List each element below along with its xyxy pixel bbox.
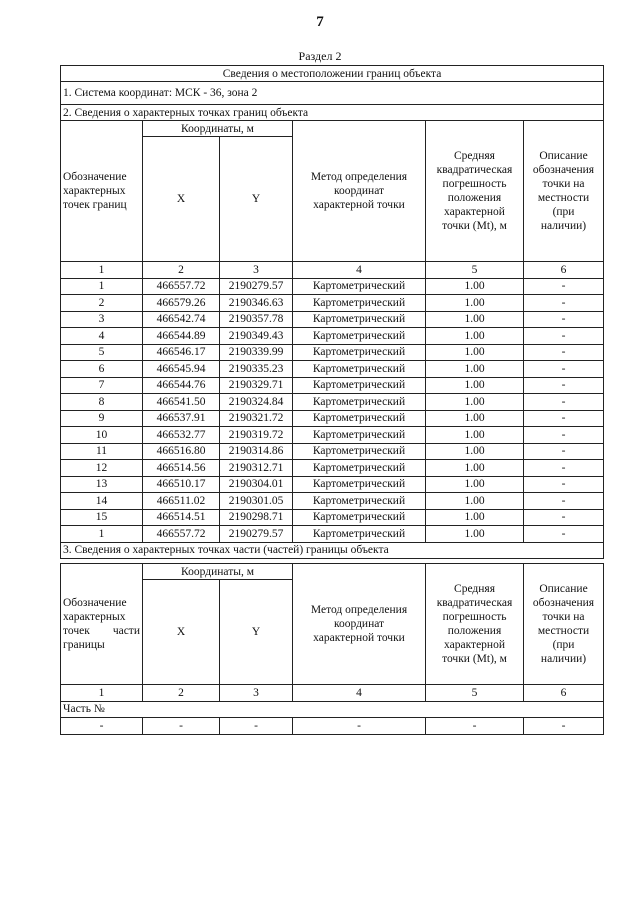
table-cell-y: 2190314.86 [220, 443, 293, 460]
table-cell-x: 466544.76 [143, 377, 220, 394]
table-cell-n: 14 [61, 493, 143, 510]
table-row [61, 394, 604, 411]
subsection-3-title: 3. Сведения о характерных точках части (частей) границы объекта [61, 542, 604, 558]
table-cell-mt: 1.00 [426, 460, 524, 477]
table-cell-mt: 1.00 [426, 526, 524, 543]
header-line: характерной [444, 206, 505, 218]
header-line: характерной точки [313, 632, 405, 644]
part-number-label: Часть № [61, 701, 604, 718]
col-number: 1 [61, 685, 143, 702]
table-cell-n: 3 [61, 311, 143, 328]
header-line: Обозначение [63, 171, 127, 183]
header-line: точки на [542, 611, 585, 623]
table-cell-y: 2190301.05 [220, 493, 293, 510]
header-line: Метод определения [310, 604, 408, 616]
header-line: наличии) [540, 653, 587, 665]
table-cell-x: 466510.17 [143, 476, 220, 493]
header-line: точки на [542, 178, 585, 190]
table-cell-x: 466544.89 [143, 328, 220, 345]
table-cell-desc: - [524, 394, 604, 411]
table-cell: - [220, 718, 293, 735]
part-empty-row [61, 718, 604, 735]
table-cell-method: Картометрический [293, 328, 426, 345]
header-line: (при [552, 206, 575, 218]
description-header [524, 121, 604, 262]
table-row [61, 427, 604, 444]
table-cell-n: 1 [61, 526, 143, 543]
table-cell-method: Картометрический [293, 311, 426, 328]
col-number: 3 [220, 685, 293, 702]
table-cell-y: 2190319.72 [220, 427, 293, 444]
column-numbers-row [61, 262, 604, 279]
table-cell-n: 2 [61, 295, 143, 312]
part-designation-header [61, 564, 143, 685]
header-line: характерной точки [313, 199, 405, 211]
table-cell-y: 2190304.01 [220, 476, 293, 493]
table-row [61, 509, 604, 526]
header-line: обозначения [532, 164, 595, 176]
table-cell-y: 2190298.71 [220, 509, 293, 526]
table-cell-x: 466514.51 [143, 509, 220, 526]
table-row [61, 344, 604, 361]
table-cell-method: Картометрический [293, 377, 426, 394]
table-cell-method: Картометрический [293, 295, 426, 312]
table-cell: - [143, 718, 220, 735]
table-cell-method: Картометрический [293, 344, 426, 361]
part-y-header: Y [220, 580, 293, 685]
header-line: обозначения [532, 597, 595, 609]
header-line: границы [63, 639, 105, 651]
table-cell-n: 11 [61, 443, 143, 460]
table-cell: - [426, 718, 524, 735]
header-line: координат [333, 185, 385, 197]
header-line: Средняя [454, 150, 495, 162]
table-cell-y: 2190329.71 [220, 377, 293, 394]
table-cell: - [61, 718, 143, 735]
table-cell-x: 466546.17 [143, 344, 220, 361]
table-cell-n: 7 [61, 377, 143, 394]
col-number: 5 [426, 685, 524, 702]
table-cell-method: Картометрический [293, 526, 426, 543]
table-title: Сведения о местоположении границ объекта [61, 66, 604, 82]
table-cell-method: Картометрический [293, 278, 426, 295]
table-cell-method: Картометрический [293, 394, 426, 411]
table-cell-n: 12 [61, 460, 143, 477]
col-number: 2 [143, 685, 220, 702]
header-line: положения [447, 625, 502, 637]
header-line: наличии) [540, 220, 587, 232]
table-row [61, 295, 604, 312]
header-line: точек границ [63, 199, 127, 211]
header-line: Обозначение [63, 597, 127, 609]
table-cell-mt: 1.00 [426, 443, 524, 460]
header-line: местности [537, 625, 590, 637]
table-row [61, 278, 604, 295]
x-header: X [143, 137, 220, 262]
table-cell-mt: 1.00 [426, 476, 524, 493]
page-number: 7 [316, 14, 324, 30]
table-cell-desc: - [524, 361, 604, 378]
table-cell-desc: - [524, 328, 604, 345]
header-line: характерной [444, 639, 505, 651]
table-row [61, 443, 604, 460]
table-row [61, 328, 604, 345]
col-number: 6 [524, 262, 604, 279]
table-row [61, 361, 604, 378]
table-cell-mt: 1.00 [426, 328, 524, 345]
table-cell-y: 2190346.63 [220, 295, 293, 312]
table-cell-mt: 1.00 [426, 410, 524, 427]
table-cell-n: 15 [61, 509, 143, 526]
table-cell-y: 2190339.99 [220, 344, 293, 361]
table-cell-y: 2190324.84 [220, 394, 293, 411]
table-cell-desc: - [524, 443, 604, 460]
table-cell-method: Картометрический [293, 443, 426, 460]
table-cell-x: 466557.72 [143, 278, 220, 295]
table-cell-method: Картометрический [293, 427, 426, 444]
header-line: Средняя [454, 583, 495, 595]
table-row [61, 526, 604, 543]
section-label: Раздел 2 [298, 49, 342, 63]
part-x-header: X [143, 580, 220, 685]
table-cell: - [293, 718, 426, 735]
table-cell-method: Картометрический [293, 493, 426, 510]
y-header: Y [220, 137, 293, 262]
part-column-numbers-row [61, 685, 604, 702]
table-cell-y: 2190312.71 [220, 460, 293, 477]
table-cell-n: 8 [61, 394, 143, 411]
table-cell-n: 4 [61, 328, 143, 345]
table-cell-mt: 1.00 [426, 509, 524, 526]
col-number: 5 [426, 262, 524, 279]
part-method-header [293, 564, 426, 685]
table-row [61, 493, 604, 510]
table-cell-x: 466542.74 [143, 311, 220, 328]
table-row [61, 410, 604, 427]
table-cell-n: 1 [61, 278, 143, 295]
table-cell-method: Картометрический [293, 410, 426, 427]
header-line: Описание [539, 583, 588, 595]
method-header [293, 121, 426, 262]
table-cell-x: 466514.56 [143, 460, 220, 477]
table-cell-mt: 1.00 [426, 493, 524, 510]
table-cell-y: 2190321.72 [220, 410, 293, 427]
table-cell-method: Картометрический [293, 476, 426, 493]
table-cell-desc: - [524, 295, 604, 312]
table-row [61, 311, 604, 328]
table-cell-x: 466545.94 [143, 361, 220, 378]
table-cell-desc: - [524, 344, 604, 361]
table-cell-n: 13 [61, 476, 143, 493]
table-cell-y: 2190279.57 [220, 526, 293, 543]
header-line: точки (Mt), м [442, 653, 507, 665]
boundary-points-table [60, 65, 604, 559]
table-cell-y: 2190357.78 [220, 311, 293, 328]
part-description-header [524, 564, 604, 685]
table-cell-desc: - [524, 278, 604, 295]
table-cell-desc: - [524, 410, 604, 427]
designation-header [61, 121, 143, 262]
table-cell-mt: 1.00 [426, 377, 524, 394]
header-line: квадратическая [436, 164, 513, 176]
part-coordinates-header: Координаты, м [143, 564, 293, 580]
table-cell-mt: 1.00 [426, 361, 524, 378]
header-line: точки (Mt), м [442, 220, 507, 232]
header-line: квадратическая [436, 597, 513, 609]
col-number: 4 [293, 262, 426, 279]
table-cell-x: 466532.77 [143, 427, 220, 444]
table-cell-mt: 1.00 [426, 344, 524, 361]
col-number: 1 [61, 262, 143, 279]
header-line: (при [552, 639, 575, 651]
col-number: 6 [524, 685, 604, 702]
table-cell-n: 5 [61, 344, 143, 361]
table-cell-desc: - [524, 377, 604, 394]
table-cell-y: 2190335.23 [220, 361, 293, 378]
table-cell-n: 10 [61, 427, 143, 444]
subsection-2-title: 2. Сведения о характерных точках границ объекта [61, 105, 604, 121]
table-row [61, 377, 604, 394]
table-cell-desc: - [524, 509, 604, 526]
table-cell-x: 466541.50 [143, 394, 220, 411]
coord-system-row: 1. Система координат: МСК - 36, зона 2 [61, 82, 604, 105]
precision-header [426, 121, 524, 262]
table-cell-mt: 1.00 [426, 295, 524, 312]
table-cell-mt: 1.00 [426, 311, 524, 328]
table-cell-mt: 1.00 [426, 427, 524, 444]
table-cell-desc: - [524, 493, 604, 510]
header-line: точек части [63, 625, 140, 637]
table-cell-x: 466557.72 [143, 526, 220, 543]
header-line: характерных [63, 611, 126, 623]
header-line: характерных [63, 185, 126, 197]
table-cell: - [524, 718, 604, 735]
table-cell-desc: - [524, 460, 604, 477]
header-line: местности [537, 192, 590, 204]
table-cell-desc: - [524, 311, 604, 328]
table-row [61, 476, 604, 493]
part-precision-header [426, 564, 524, 685]
table-cell-method: Картометрический [293, 509, 426, 526]
header-line: положения [447, 192, 502, 204]
table-cell-mt: 1.00 [426, 394, 524, 411]
coordinates-header: Координаты, м [143, 121, 293, 137]
table-cell-n: 9 [61, 410, 143, 427]
part-points-table [60, 563, 604, 735]
table-cell-desc: - [524, 427, 604, 444]
header-line: погрешность [442, 178, 507, 190]
col-number: 3 [220, 262, 293, 279]
col-number: 4 [293, 685, 426, 702]
table-cell-desc: - [524, 526, 604, 543]
table-cell-x: 466579.26 [143, 295, 220, 312]
header-line: Метод определения [310, 171, 408, 183]
header-line: погрешность [442, 611, 507, 623]
table-cell-x: 466516.80 [143, 443, 220, 460]
table-cell-method: Картометрический [293, 361, 426, 378]
header-line: координат [333, 618, 385, 630]
table-cell-y: 2190349.43 [220, 328, 293, 345]
table-cell-x: 466537.91 [143, 410, 220, 427]
table-cell-n: 6 [61, 361, 143, 378]
table-cell-x: 466511.02 [143, 493, 220, 510]
table-row [61, 460, 604, 477]
table-cell-desc: - [524, 476, 604, 493]
table-cell-mt: 1.00 [426, 278, 524, 295]
table-cell-method: Картометрический [293, 460, 426, 477]
col-number: 2 [143, 262, 220, 279]
header-line: Описание [539, 150, 588, 162]
table-cell-y: 2190279.57 [220, 278, 293, 295]
